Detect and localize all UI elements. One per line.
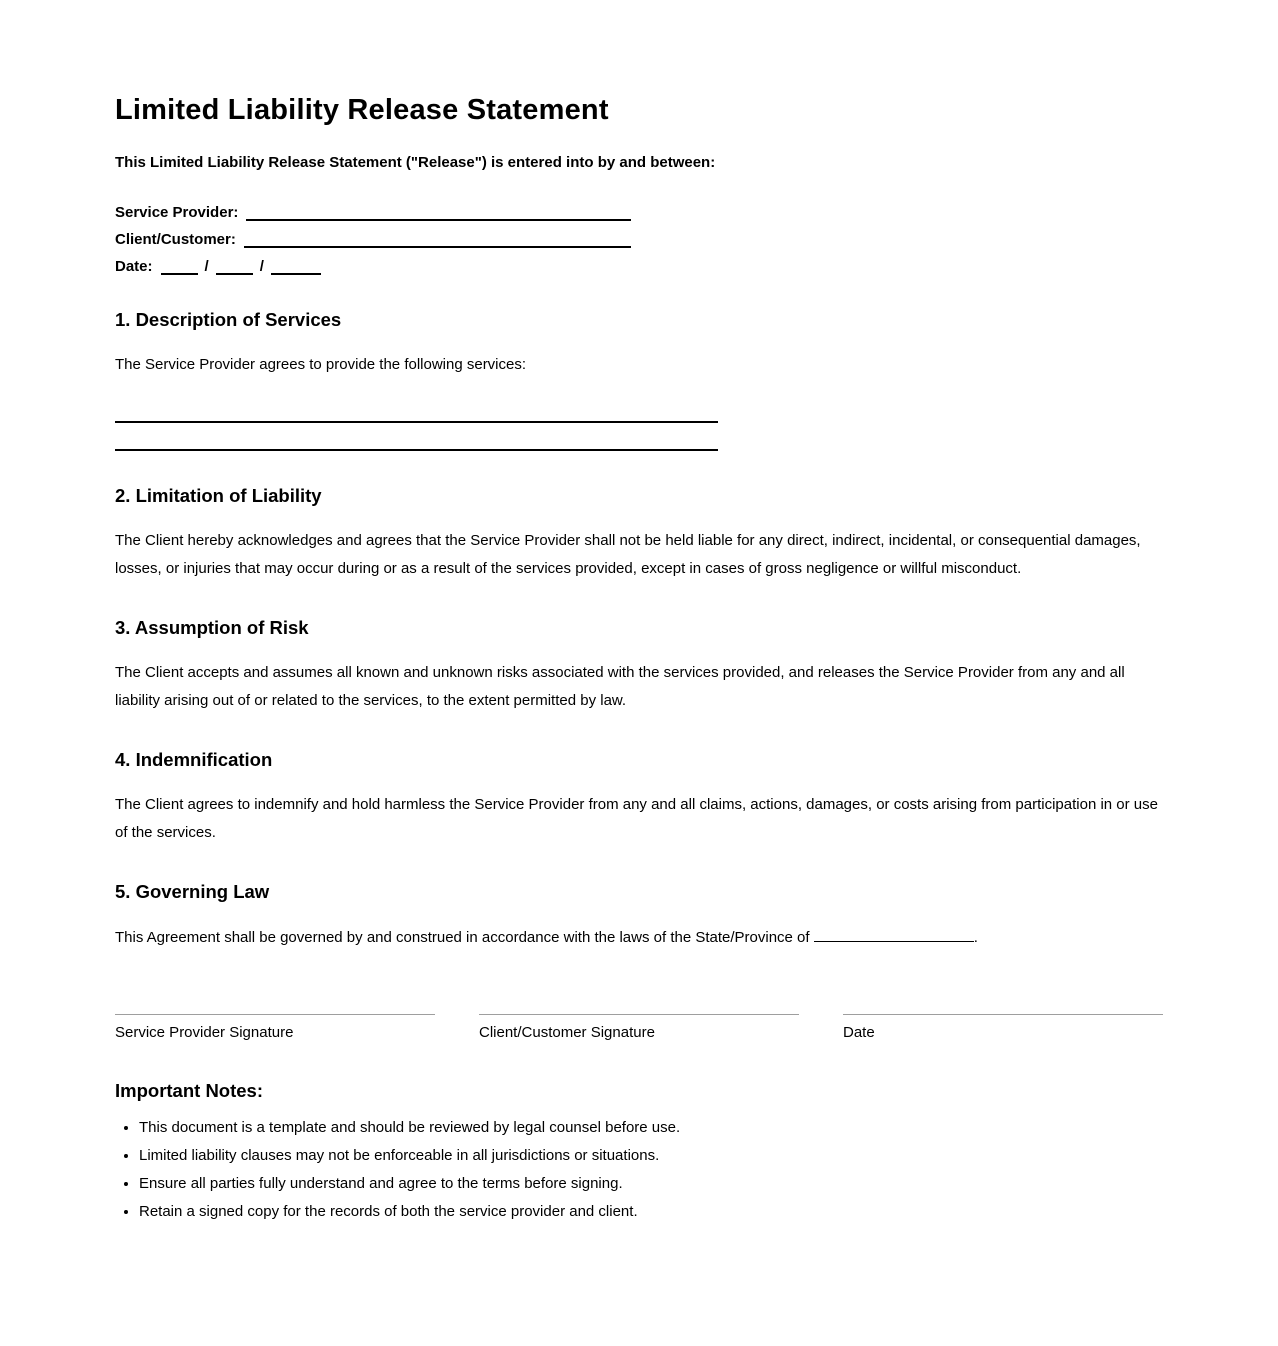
section-body: [115, 924, 1163, 952]
section-body: The Client hereby acknowledges and agrees that the Service Provider shall not be held liable for any direct, indirect, incidental, or consequential damages, losses, or injuries that may occur during or as a result of the services provided, except in cases of gross negligence or willful misconduct.: [115, 532, 1141, 578]
section-body: The Service Provider agrees to provide the following services:: [115, 355, 527, 373]
section-heading: 5. Governing Law: [115, 881, 270, 903]
state-province-blank: [814, 928, 974, 942]
intro-text: This Limited Liability Release Statement ("Release") is entered into by and between:: [115, 154, 716, 172]
section-indemnification: [115, 749, 1163, 847]
date-separator: /: [259, 257, 264, 275]
important-notes-heading: Important Notes:: [115, 1079, 263, 1101]
field-date: [115, 258, 1163, 275]
client-customer-blank: [244, 232, 631, 248]
date-signature-line: [843, 1014, 1163, 1015]
section-governing-law: [115, 881, 1163, 951]
section-assumption-of-risk: [115, 617, 1163, 715]
important-notes-list: [115, 1114, 1163, 1226]
section-heading: 4. Indemnification: [115, 749, 273, 771]
service-provider-signature-line: [115, 1014, 435, 1015]
section-limitation-of-liability: [115, 485, 1163, 583]
date-separator: /: [204, 257, 209, 275]
field-service-provider: [115, 204, 631, 221]
service-provider-blank: [246, 205, 631, 221]
field-client-customer: [115, 231, 631, 248]
signature-col-service-provider: [115, 1014, 435, 1042]
party-block: [115, 204, 1163, 275]
section-body: The Client agrees to indemnify and hold harmless the Service Provider from any and all claims, actions, damages, or costs arising from participation in or use of the services.: [115, 796, 1158, 842]
note-item: • Limited liability clauses may not be enforceable in all jurisdictions or situations.: [139, 1142, 1163, 1170]
services-blank-line-2: [115, 423, 718, 451]
section-description-of-services: [115, 309, 1163, 451]
date-label: Date:: [115, 257, 153, 275]
date-month-blank: [161, 259, 198, 275]
section-heading: 3. Assumption of Risk: [115, 617, 309, 639]
date-day-blank: [216, 259, 253, 275]
note-item: • Retain a signed copy for the records of both the service provider and client.: [139, 1198, 1163, 1226]
governing-law-text: This Agreement shall be governed by and construed in accordance with the laws of the State/Province of: [115, 928, 810, 946]
section-heading: 1. Description of Services: [115, 308, 342, 330]
note-item: • Ensure all parties fully understand and agree to the terms before signing.: [139, 1170, 1163, 1198]
note-item: • This document is a template and should be reviewed by legal counsel before use.: [139, 1114, 1163, 1142]
services-blank-line-1: [115, 395, 718, 423]
section-heading: 2. Limitation of Liability: [115, 484, 322, 506]
signature-block: [115, 1014, 1163, 1042]
signature-col-client-customer: [479, 1014, 799, 1042]
client-customer-label: Client/Customer:: [115, 230, 236, 248]
client-customer-signature-line: [479, 1014, 799, 1015]
date-year-blank: [271, 259, 321, 275]
page-title: Limited Liability Release Statement: [115, 94, 609, 126]
signature-label: Client/Customer Signature: [479, 1023, 655, 1041]
signature-label: Service Provider Signature: [115, 1023, 294, 1041]
signature-label: Date: [843, 1023, 875, 1041]
service-provider-label: Service Provider:: [115, 203, 239, 221]
governing-law-period: .: [973, 928, 978, 946]
section-body: The Client accepts and assumes all known and unknown risks associated with the services provided, and releases the Service Provider from any and all liability arising out of or related to the services, to the extent permitted by law.: [115, 664, 1125, 710]
signature-col-date: [843, 1014, 1163, 1042]
